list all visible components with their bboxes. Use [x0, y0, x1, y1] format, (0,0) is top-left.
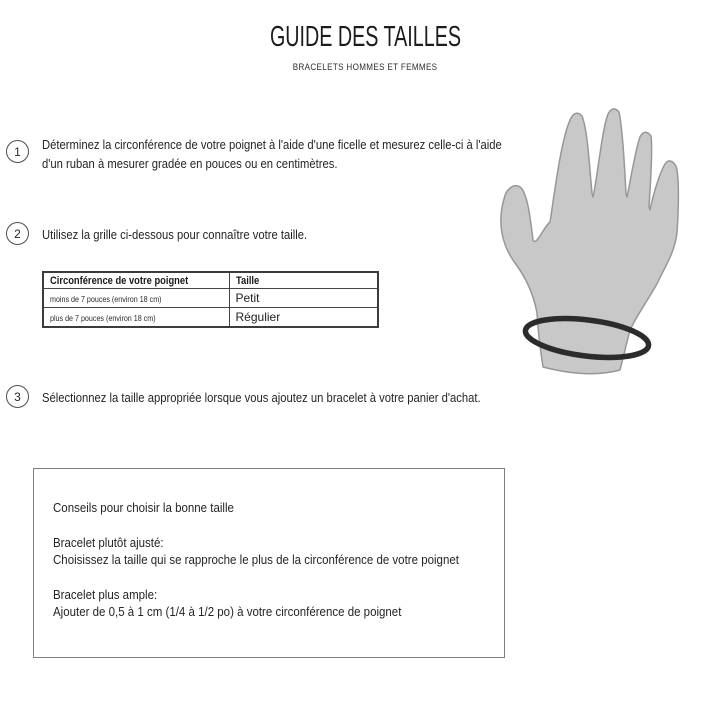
page-title [10, 22, 720, 52]
size-table-header-circumference [43, 272, 229, 289]
cell-wrist-small-text: moins de 7 pouces (environ 18 cm) [50, 294, 162, 304]
step-1-number: 1 [14, 144, 21, 159]
step-3-number: 3 [14, 389, 21, 404]
tip-section-fitted [53, 535, 500, 570]
page-subtitle [10, 62, 720, 73]
document-header [10, 22, 720, 73]
tip-section-loose [53, 587, 500, 622]
size-table-row-small [43, 289, 378, 308]
step-2-text [42, 226, 337, 245]
step-2-line-1: Utilisez la grille ci-dessous pour connaître votre taille. [42, 228, 308, 242]
step-2-number: 2 [14, 226, 21, 241]
cell-size-regular [229, 308, 378, 328]
size-table-header-row [43, 272, 378, 289]
step-1-line-2: d'un ruban à mesurer gradée en pouces ou en centimètres. [42, 156, 338, 171]
hand-illustration [490, 95, 710, 395]
tip-loose-label: Bracelet plus ample: [53, 587, 158, 602]
size-table-row-regular [43, 308, 378, 328]
step-3-line-1: Sélectionnez la taille appropriée lorsque vous ajoutez un bracelet à votre panier d'achat. [42, 391, 481, 405]
cell-size-regular-text: Régulier [235, 310, 281, 324]
cell-wrist-regular [43, 308, 229, 328]
cell-size-small [229, 289, 378, 308]
tip-loose-text: Ajouter de 0,5 à 1 cm (1/4 à 1/2 po) à votre circonférence de poignet [53, 605, 402, 619]
cell-wrist-regular-text: plus de 7 pouces (environ 18 cm) [50, 313, 156, 323]
hand-with-bracelet-svg [490, 95, 710, 395]
tips-heading: Conseils pour choisir la bonne taille [53, 501, 234, 515]
tip-fitted-text: Choisissez la taille qui se rapproche le plus de la circonférence de votre poignet [53, 553, 459, 567]
size-table-header-size [229, 272, 378, 289]
cell-wrist-small [43, 289, 229, 308]
header-circumference-text: Circonférence de votre poignet [50, 274, 189, 287]
step-1-line-1: Déterminez la circonférence de votre poignet à l'aide d'une ficelle et mesurez celle-ci à l'aide [42, 138, 502, 152]
step-1-text [42, 136, 553, 173]
page-subtitle-text: BRACELETS HOMMES ET FEMMES [292, 62, 438, 73]
step-1-badge [6, 140, 29, 163]
header-size-text: Taille [235, 274, 259, 287]
step-2-badge [6, 222, 29, 245]
size-table [42, 271, 379, 328]
step-3-badge [6, 385, 29, 408]
cell-size-small-text: Petit [235, 291, 260, 305]
step-3-text [42, 389, 529, 408]
page-title-text: GUIDE DES TAILLES [269, 21, 461, 53]
tip-fitted-label: Bracelet plutôt ajusté: [53, 535, 164, 550]
tips-box [33, 468, 505, 658]
